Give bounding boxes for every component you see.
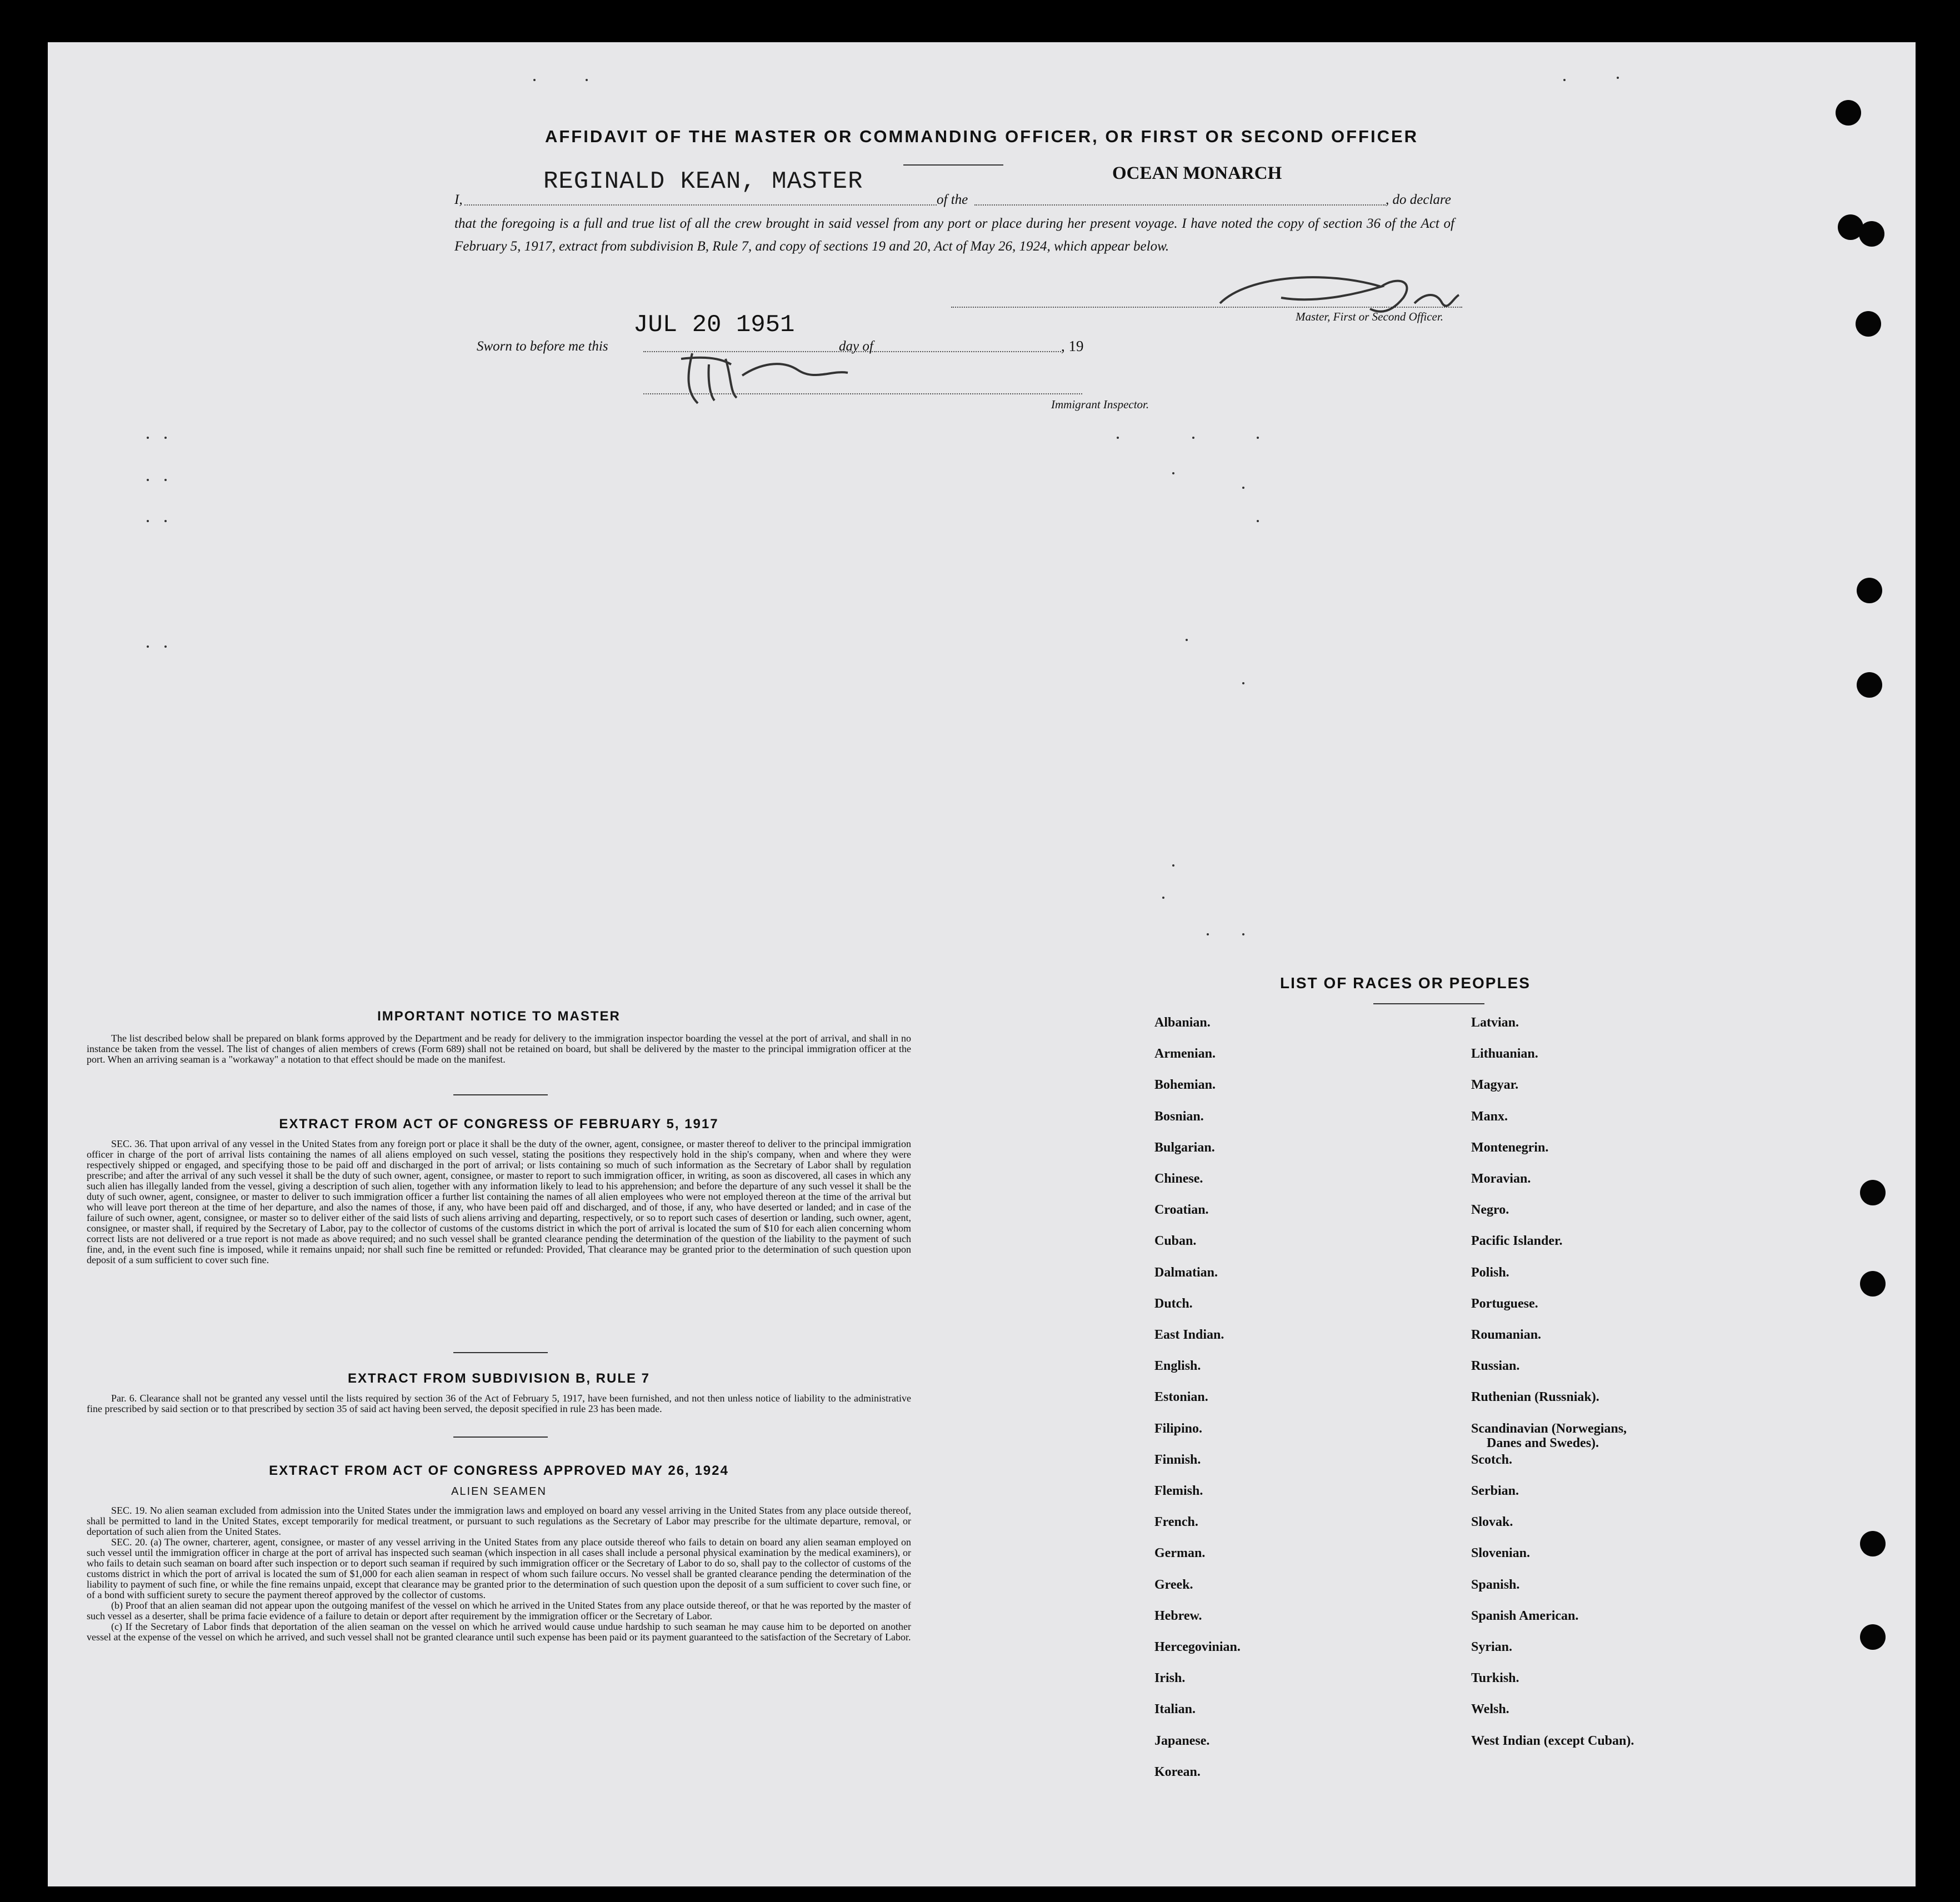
race-item: Portuguese. (1471, 1296, 1538, 1311)
race-item: Filipino. (1154, 1421, 1203, 1436)
document-page (48, 42, 1916, 1886)
divider (903, 164, 1003, 166)
race-item: Armenian. (1154, 1047, 1216, 1062)
vessel-name-value: OCEAN MONARCH (1112, 163, 1282, 183)
race-item: Hercegovinian. (1154, 1640, 1241, 1654)
divider (453, 1436, 548, 1438)
inspector-signature-caption: Immigrant Inspector. (1051, 398, 1149, 411)
race-item: Croatian. (1154, 1203, 1209, 1218)
race-item: Pacific Islander. (1471, 1234, 1563, 1249)
race-item: Roumanian. (1471, 1328, 1542, 1342)
inspector-signature-line (643, 393, 1082, 394)
race-item: Serbian. (1471, 1484, 1519, 1498)
races-title: LIST OF RACES OR PEOPLES (1280, 974, 1531, 992)
master-name-line (464, 204, 937, 206)
punch-hole (1859, 221, 1884, 247)
race-item: Greek. (1154, 1577, 1193, 1592)
race-item: Russian. (1471, 1359, 1520, 1374)
race-item: Hebrew. (1154, 1608, 1202, 1623)
race-item: Slovak. (1471, 1515, 1513, 1530)
race-item: English. (1154, 1359, 1201, 1374)
extract-1924-body (87, 1505, 911, 1643)
race-item: Korean. (1154, 1764, 1201, 1779)
punch-hole (1856, 311, 1881, 337)
punch-hole (1860, 1271, 1886, 1297)
race-item: Spanish American. (1471, 1608, 1579, 1623)
punch-hole (1836, 100, 1861, 126)
race-item: Scotch. (1471, 1452, 1512, 1467)
affidavit-line1-prefix: I, (454, 192, 463, 207)
race-item: West Indian (except Cuban). (1471, 1733, 1634, 1748)
affidavit-line1-suffix: , do declare (1386, 192, 1451, 207)
master-name-value: REGINALD KEAN, MASTER (543, 168, 863, 196)
race-item: Moravian. (1471, 1172, 1531, 1186)
date-stamp: JUL 20 1951 (633, 311, 795, 339)
race-item: Dutch. (1154, 1296, 1193, 1311)
race-item: Flemish. (1154, 1484, 1203, 1498)
punch-hole (1860, 1531, 1886, 1556)
rule7-text: Par. 6. Clearance shall not be granted any vessel until the lists required by section 36 of the Act of February 5, 1917, have been furnished, and not then unless notice of liability to the administrative fine prescribed by said section or to that prescribed by section 35 of said act having been served, the deposit specified in rule 23 has been made. (87, 1393, 911, 1414)
sec-20c-text: (c) If the Secretary of Labor finds that deportation of the alien seaman on the vessel on which he arrived would cause undue hardship to such seaman he may cause him to be deported on another vessel at the expense of the vessel on which he arrived, and such vessel shall not be granted clearance until such expense has been paid or its payment guaranteed to the satisfaction of the Secretary of Labor. (87, 1621, 911, 1643)
rule7-title: EXTRACT FROM SUBDIVISION B, RULE 7 (347, 1371, 651, 1386)
race-item: Irish. (1154, 1671, 1186, 1686)
punch-hole (1857, 672, 1882, 698)
notice-text: The list described below shall be prepared on blank forms approved by the Department and be ready for delivery to the immigration inspector boarding the vessel at the port of arrival, and shall in no instance be taken from the vessel. The list of changes of alien members of crews (Form 689) shall not be retained on board, but shall be delivered by the master to the principal immigration officer at the port. When an arriving seaman is a "workaway" a notation to that effect should be made on the manifest. (87, 1033, 911, 1065)
notice-title: IMPORTANT NOTICE TO MASTER (377, 1009, 621, 1024)
inspector-signature (670, 342, 859, 409)
sec-19-text: SEC. 19. No alien seaman excluded from admission into the United States under the immigration laws and employed on board any vessel arriving in the United States from any place outside thereof, shall be permitted to land in the United States, except temporarily for medical treatment, or pursuant to such regulations as the Secretary of Labor may prescribe for the ultimate departure, removal, or deportation of such alien from the United States. (87, 1505, 911, 1537)
race-item: Chinese. (1154, 1172, 1203, 1186)
race-item: Spanish. (1471, 1577, 1520, 1592)
race-item: Montenegrin. (1471, 1140, 1549, 1155)
race-item: Manx. (1471, 1109, 1508, 1124)
race-item: Negro. (1471, 1203, 1509, 1218)
race-item: Albanian. (1154, 1015, 1211, 1030)
punch-hole (1860, 1180, 1886, 1205)
race-item: Latvian. (1471, 1015, 1519, 1030)
race-item: Bosnian. (1154, 1109, 1204, 1124)
race-item: Polish. (1471, 1265, 1509, 1280)
race-item: German. (1154, 1546, 1206, 1561)
race-item: Ruthenian (Russniak). (1471, 1390, 1599, 1405)
race-item: Japanese. (1154, 1733, 1210, 1748)
race-item: Bulgarian. (1154, 1140, 1215, 1155)
race-item: Magyar. (1471, 1078, 1519, 1093)
master-signature-caption: Master, First or Second Officer. (1296, 310, 1443, 323)
race-item: Danes and Swedes). (1487, 1435, 1599, 1450)
sworn-prefix: Sworn to before me this (477, 339, 608, 354)
race-item: Slovenian. (1471, 1546, 1531, 1561)
affidavit-line1-of: of the (937, 192, 968, 207)
vessel-name-line (974, 204, 1386, 206)
race-item: Finnish. (1154, 1452, 1201, 1467)
race-item: Welsh. (1471, 1702, 1509, 1717)
race-item: Bohemian. (1154, 1078, 1216, 1093)
race-item: Scandinavian (Norwegians, (1471, 1421, 1627, 1436)
race-item: Syrian. (1471, 1640, 1513, 1654)
race-item: French. (1154, 1515, 1198, 1530)
race-item: Lithuanian. (1471, 1047, 1538, 1062)
race-item: East Indian. (1154, 1328, 1224, 1342)
race-item: Turkish. (1471, 1671, 1519, 1686)
extract-1917-title: EXTRACT FROM ACT OF CONGRESS OF FEBRUARY 5, 1917 (279, 1117, 719, 1132)
sworn-year: , 19 (1061, 338, 1084, 354)
sec-20a-text: SEC. 20. (a) The owner, charterer, agent, consignee, or master of any vessel arriving in the United States from any place outside thereof who fails to detain on board any alien seaman employed on such vessel until the immigration officer in charge at the port of arrival has inspected such seaman (which inspection in all cases shall include a personal physical examination by the medical examiners), or who fails to detain such seaman on board after such inspection or to deport such seaman if required by such immigration officer or the Secretary of Labor to do so, shall pay to the collector of customs of the customs district in which the port of arrival is located the sum of $1,000 for each alien seaman in respect of whom such failure occurs. No vessel shall be granted clearance pending the determination of the liability to payment of such fine, or while the fine remains unpaid, except that clearance may be granted prior to the determination of such question upon the deposit of a sum sufficient to cover such fine, or of a bond with sufficient surety to secure the payment thereof approved by the collector of customs. (87, 1536, 911, 1600)
affidavit-body: that the foregoing is a full and true list of all the crew brought in said vessel from any port or place during her present voyage. I have noted the copy of section 36 of the Act of February 5, 1917, extract from subdivision B, Rule 7, and copy of sections 19 and 20, Act of May 26, 1924, which appear below. (454, 216, 1454, 254)
race-item: Cuban. (1154, 1234, 1197, 1249)
extract-1924-title: EXTRACT FROM ACT OF CONGRESS APPROVED MAY 26, 1924 (269, 1463, 729, 1478)
extract-1924-subtitle: ALIEN SEAMEN (451, 1485, 547, 1498)
affidavit-title: AFFIDAVIT OF THE MASTER OR COMMANDING OFFICER, OR FIRST OR SECOND OFFICER (544, 127, 1419, 146)
divider (1373, 1003, 1484, 1004)
extract-1917-text: SEC. 36. That upon arrival of any vessel in the United States from any foreign port or place it shall be the duty of the owner, agent, consignee, or master thereof to deliver to the principal immigration officer in charge of the port of arrival lists containing the names of all aliens employed on such vessel, stating the positions they respectively hold in the ship's company, when and where they were respectively shipped or engaged, and specifying those to be paid off and discharged in the port of arrival; or lists containing so much of such information as the Secretary of Labor shall by regulation prescribe; and after the arrival of any such vessel it shall be the duty of such owner, agent, consignee, or master to report to such immigration officer, in writing, as soon as discovered, all cases in which any such alien has illegally landed from the vessel, giving a description of such alien, together with any information likely to lead to his apprehension; and before the departure of any such vessel it shall be the duty of such owner, agent, consignee, or master to deliver to such immigration officer a further list containing the names of all alien employees who were not employed thereon at the time of the arrival but who will leave port thereon at the time of her departure, and also the names of those, if any, who have been paid off and discharged, and of those, if any, who have deserted or landed; and in case of the failure of such owner, agent, consignee, or master so to deliver either of the said lists of such aliens arriving and departing, respectively, or so to report such cases of desertion or landing, such owner, agent, consignee, or master shall, if required by the Secretary of Labor, pay to the collector of customs of the customs district in which the port of arrival is located the sum of $10 for each alien concerning whom correct lists are not delivered or a true report is not made as above required; and no such vessel shall be granted clearance pending the determination of the question of the liability to the payment of such fine, and, in the event such fine is imposed, while it remains unpaid; nor shall such fine be remitted or refunded: Provided, That clearance may be granted prior to the determination of such question upon deposit of a sum sufficient to cover such fine. (87, 1138, 911, 1265)
punch-hole (1860, 1624, 1886, 1650)
sworn-month-line (878, 351, 1061, 352)
race-item: Italian. (1154, 1702, 1196, 1717)
race-item: Estonian. (1154, 1390, 1208, 1405)
sworn-day-of: day of (839, 339, 873, 354)
sec-20b-text: (b) Proof that an alien seaman did not appear upon the outgoing manifest of the vessel on which he arrived in the United States from any place outside thereof, or that he was reported by the master of such vessel as a deserter, shall be prima facie evidence of a failure to detain or deport after requirement by the immigration officer or the Secretary of Labor. (87, 1600, 911, 1621)
divider (453, 1352, 548, 1353)
divider (453, 1094, 548, 1095)
race-item: Dalmatian. (1154, 1265, 1218, 1280)
punch-hole (1857, 578, 1882, 603)
